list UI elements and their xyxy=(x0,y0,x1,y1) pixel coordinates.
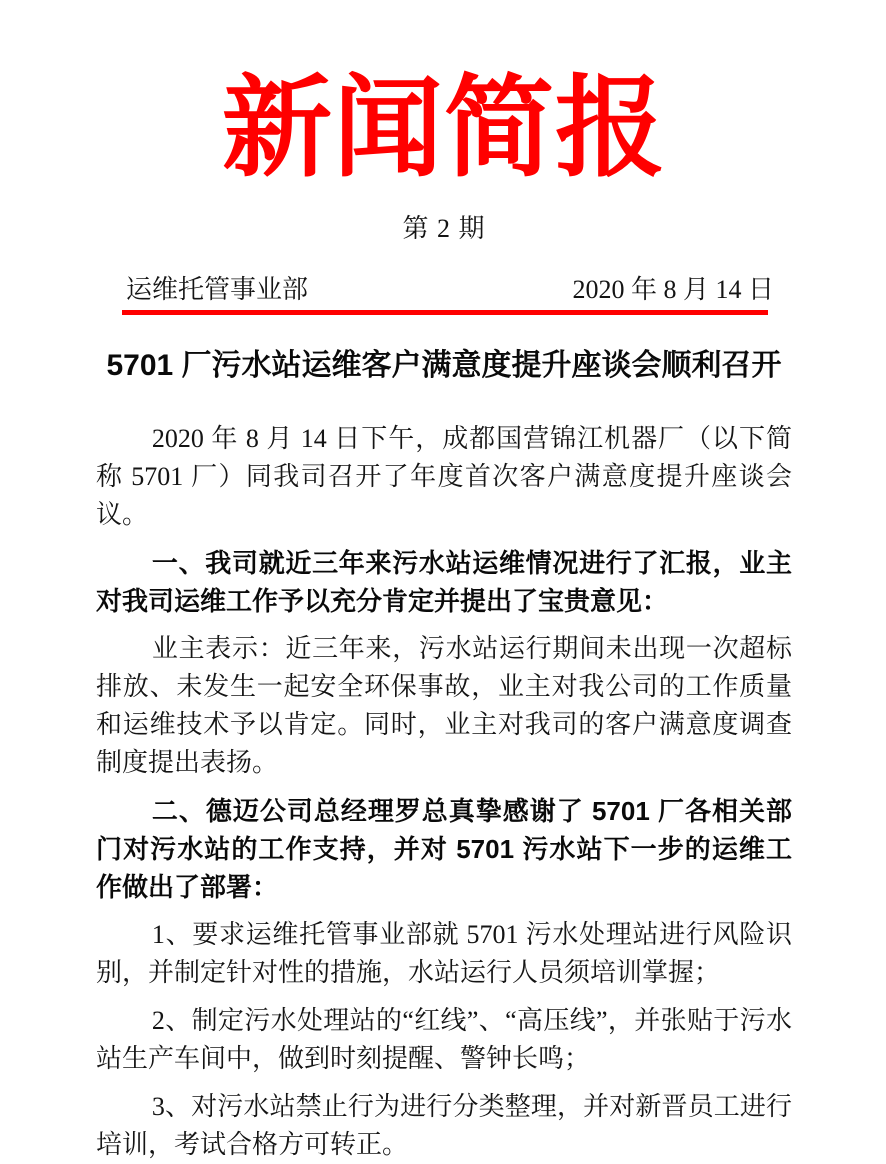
paragraph: 2020 年 8 月 14 日下午，成都国营锦江机器厂（以下简称 5701 厂）同我司召开了年度首次客户满意度提升座谈会议。 xyxy=(96,424,792,529)
paragraph: 1、要求运维托管事业部就 5701 污水处理站进行风险识别，并制定针对性的措施，水站运行人员须培训掌握； xyxy=(96,920,792,987)
department-name: 运维托管事业部 xyxy=(126,275,309,304)
paragraph-bold: 一、我司就近三年来污水站运维情况进行了汇报，业主对我司运维工作予以充分肯定并提出了宝贵意见： xyxy=(96,548,792,616)
red-divider-rule xyxy=(122,310,768,315)
paragraph: 3、对污水站禁止行为进行分类整理，并对新晋员工进行培训，考试合格方可转正。 xyxy=(96,1092,792,1159)
paragraph: 2、制定污水处理站的“红线”、“高压线”，并张贴于污水站生产车间中，做到时刻提醒、警钟长鸣； xyxy=(96,1006,792,1073)
paragraph-bold: 二、德迈公司总经理罗总真挚感谢了 5701 厂各相关部门对污水站的工作支持，并对 5701 污水站下一步的运维工作做出了部署： xyxy=(96,796,792,902)
header-meta-row xyxy=(96,274,792,306)
article-body xyxy=(96,420,792,1164)
article-headline: 5701 厂污水站运维客户满意度提升座谈会顺利召开 xyxy=(106,349,782,382)
paragraph: 业主表示：近三年来，污水站运行期间未出现一次超标排放、未发生一起安全环保事故，业主对我公司的工作质量和运维技术予以肯定。同时，业主对我司的客户满意度调查制度提出表扬。 xyxy=(96,634,792,777)
issue-number: 第 2 期 xyxy=(402,214,486,243)
masthead-title: 新闻简报 xyxy=(222,68,666,190)
issue-date: 2020 年 8 月 14 日 xyxy=(572,275,774,304)
